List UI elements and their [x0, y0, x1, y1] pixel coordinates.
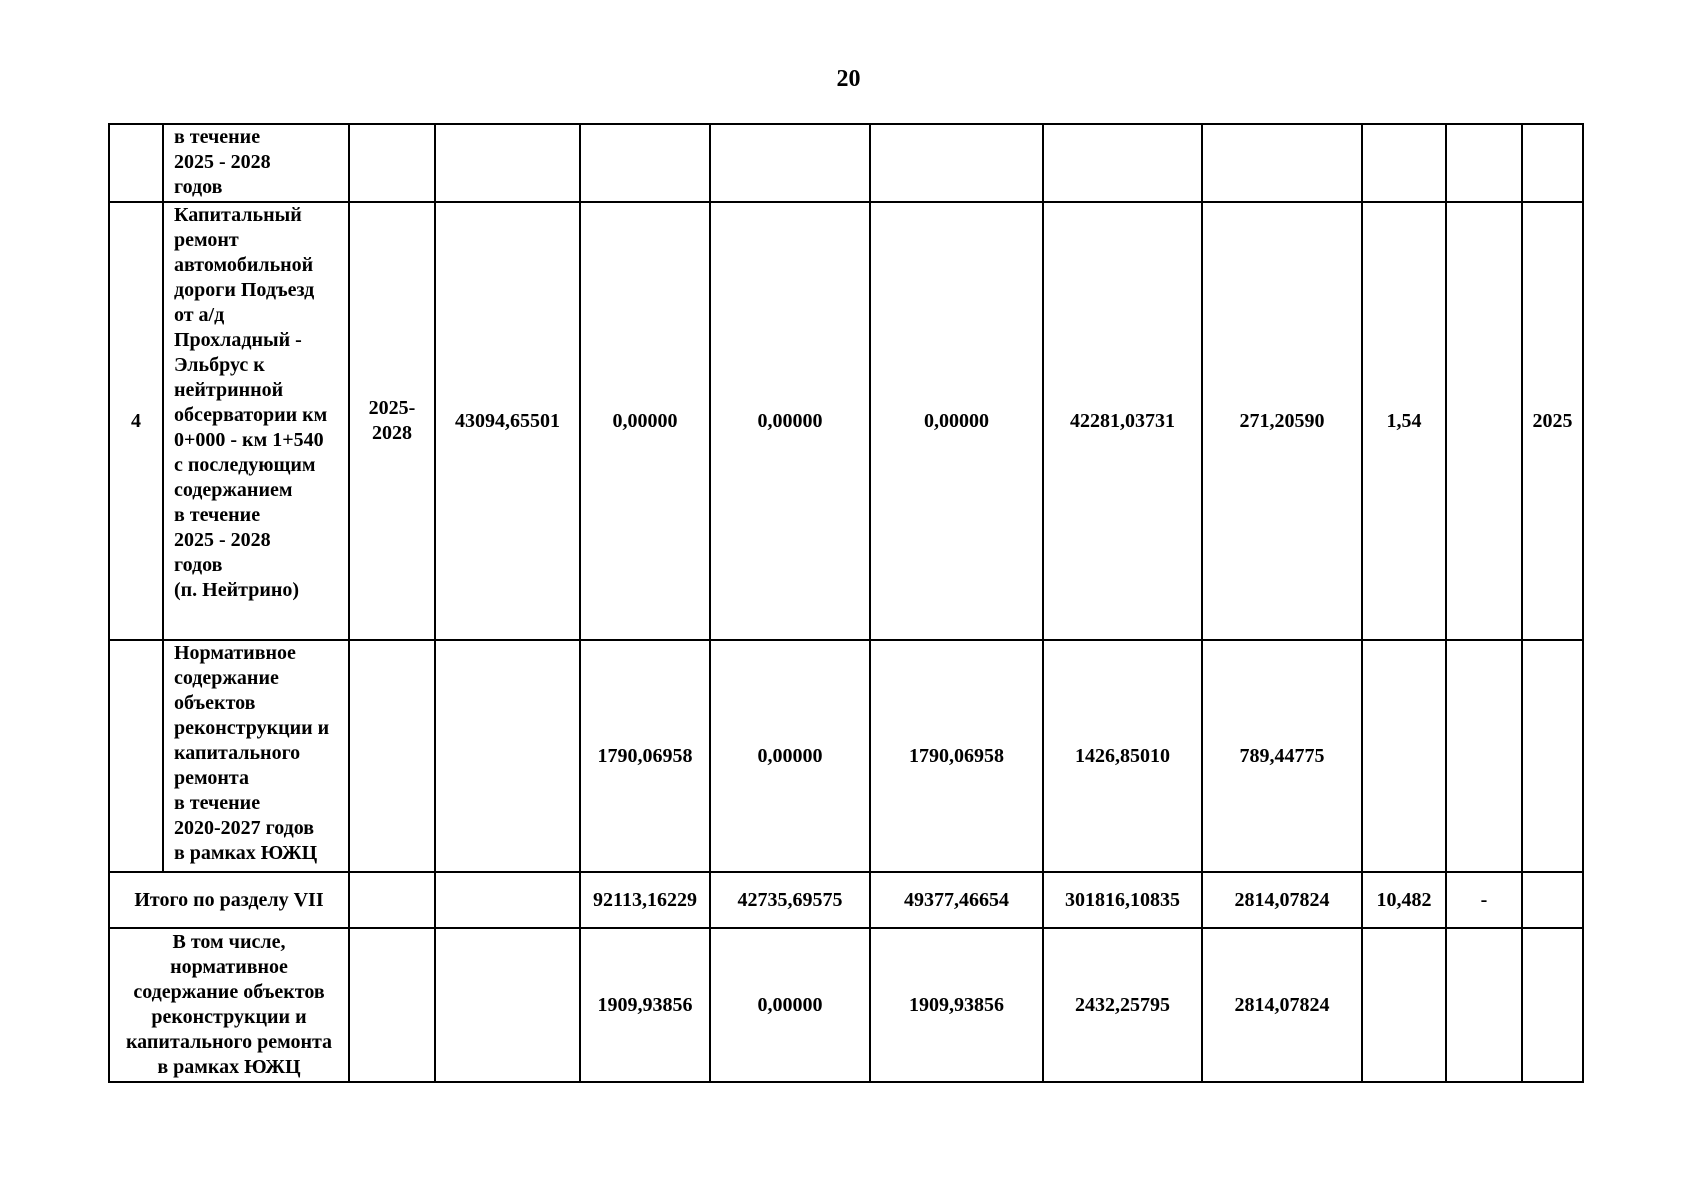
value-cell	[1202, 124, 1362, 202]
value-cell	[1522, 928, 1583, 1082]
period-cell	[349, 872, 435, 928]
value-cell: 43094,65501	[435, 202, 580, 640]
total-row	[109, 872, 1583, 928]
period-cell: 2025- 2028	[349, 202, 435, 640]
value-cell: 2814,07824	[1202, 872, 1362, 928]
row-number-cell: 4	[109, 202, 163, 640]
value-cell	[435, 124, 580, 202]
row-number-cell	[109, 640, 163, 872]
object-name-cell: Капитальный ремонт автомобильной дороги Подъезд от а/д Прохладный - Эльбрус к нейтринной обсерватории км 0+000 - км 1+540 с последующим содержанием в течение 2025 - 2028 годов (п. Нейтрино)	[163, 202, 349, 640]
value-cell	[435, 928, 580, 1082]
including-label: В том числе, нормативное содержание объектов реконструкции и капитального ремонта в рамках ЮЖЦ	[109, 928, 349, 1082]
object-name-cell: Нормативное содержание объектов реконструкции и капитального ремонта в течение 2020-2027 годов в рамках ЮЖЦ	[163, 640, 349, 872]
value-cell	[1362, 124, 1446, 202]
value-cell: 1909,93856	[870, 928, 1043, 1082]
value-cell	[1362, 640, 1446, 872]
value-cell	[1362, 928, 1446, 1082]
period-cell	[349, 640, 435, 872]
value-cell: 0,00000	[710, 202, 870, 640]
value-cell: 271,20590	[1202, 202, 1362, 640]
including-row	[109, 928, 1583, 1082]
value-cell: 92113,16229	[580, 872, 710, 928]
value-cell	[1446, 124, 1522, 202]
value-cell: 0,00000	[870, 202, 1043, 640]
value-cell: 2814,07824	[1202, 928, 1362, 1082]
value-cell	[870, 124, 1043, 202]
value-cell: 2432,25795	[1043, 928, 1202, 1082]
value-cell	[435, 640, 580, 872]
budget-table	[108, 123, 1584, 1083]
row-number-cell	[109, 124, 163, 202]
object-name-cell: в течение 2025 - 2028 годов	[163, 124, 349, 202]
table-row	[109, 202, 1583, 640]
value-cell	[580, 124, 710, 202]
value-cell: 1909,93856	[580, 928, 710, 1082]
value-cell: 10,482	[1362, 872, 1446, 928]
value-cell: 1790,06958	[870, 640, 1043, 872]
page-number: 20	[836, 66, 861, 92]
period-cell	[349, 124, 435, 202]
value-cell	[1522, 124, 1583, 202]
value-cell: 42735,69575	[710, 872, 870, 928]
value-cell: 1790,06958	[580, 640, 710, 872]
value-cell	[710, 124, 870, 202]
value-cell: 0,00000	[710, 928, 870, 1082]
value-cell	[1446, 202, 1522, 640]
value-cell: 789,44775	[1202, 640, 1362, 872]
value-cell	[1446, 928, 1522, 1082]
value-cell: 0,00000	[710, 640, 870, 872]
value-cell: 2025	[1522, 202, 1583, 640]
value-cell	[1446, 640, 1522, 872]
value-cell: -	[1446, 872, 1522, 928]
value-cell: 49377,46654	[870, 872, 1043, 928]
value-cell: 1426,85010	[1043, 640, 1202, 872]
value-cell	[435, 872, 580, 928]
value-cell	[1522, 640, 1583, 872]
value-cell	[1043, 124, 1202, 202]
value-cell: 301816,10835	[1043, 872, 1202, 928]
period-cell	[349, 928, 435, 1082]
value-cell: 1,54	[1362, 202, 1446, 640]
table-row	[109, 640, 1583, 872]
table-row	[109, 124, 1583, 202]
value-cell	[1522, 872, 1583, 928]
total-label: Итого по разделу VII	[109, 872, 349, 928]
value-cell: 42281,03731	[1043, 202, 1202, 640]
value-cell: 0,00000	[580, 202, 710, 640]
